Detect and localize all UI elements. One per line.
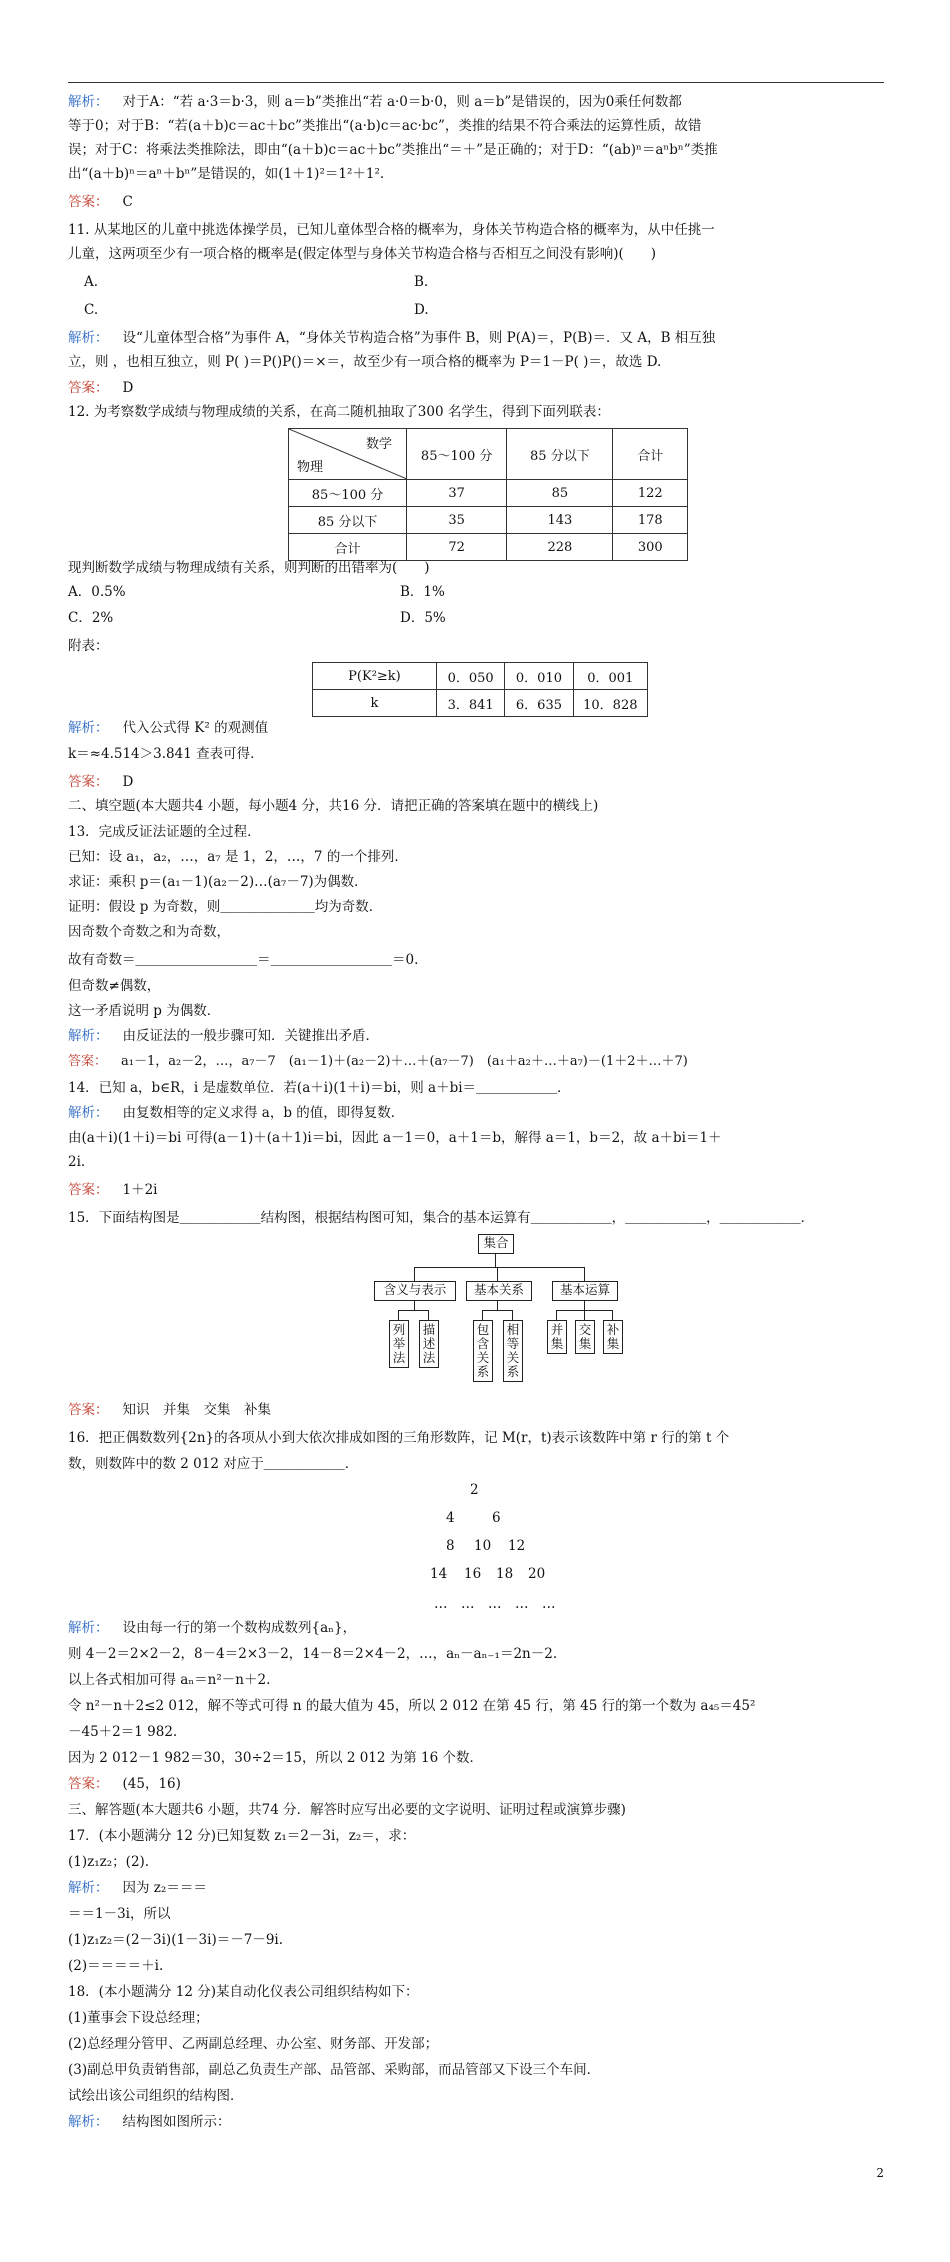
- section-3-title: 三、解答题(本大题共6 小题，共74 分．解答时应写出必要的文字说明、证明过程或演算步骤): [68, 1802, 626, 1818]
- answer-10: 答案： C: [68, 194, 133, 210]
- analysis-16-line5: －45＋2＝1 982.: [68, 1724, 178, 1740]
- analysis-11-line2: 立，则 ，也相互独立，则 P( )＝P()P()＝×＝，故至少有一项合格的概率为 P＝1－P( )＝，故选 D.: [68, 354, 662, 370]
- corner-bottom-label: 物理: [297, 460, 324, 475]
- diagram-node: 基本关系: [466, 1281, 532, 1301]
- triangle-number: 8: [446, 1538, 455, 1554]
- critical-value-table: [312, 662, 648, 717]
- table-row: 85～100 分 37 85 122: [289, 480, 688, 507]
- analysis-17-line3: (1)z₁z₂＝(2－3i)(1－3i)＝－7－9i.: [68, 1932, 284, 1948]
- option-12c: C．2%: [68, 610, 114, 626]
- triangle-number: 12: [508, 1538, 526, 1554]
- triangle-number: 2: [470, 1482, 479, 1498]
- triangle-number: 6: [492, 1510, 501, 1526]
- diagram-root: 集合: [478, 1234, 514, 1254]
- table-row: k 3．841 6．635 10．828: [313, 690, 648, 717]
- question-13-proof1: 证明：假设 p 为奇数，则＿＿＿＿＿＿＿均为奇数．: [68, 899, 383, 915]
- question-13: 13．完成反证法证题的全过程．: [68, 824, 261, 840]
- triangle-number: 10: [474, 1538, 492, 1554]
- option-12d: D．5%: [400, 610, 446, 626]
- analysis-14-line3: 2i.: [68, 1154, 86, 1170]
- answer-12: 答案： D: [68, 774, 134, 790]
- question-18-item3: (3)副总甲负责销售部，副总乙负责生产部、品管部、采购部，而品管部又下设三个车间．: [68, 2062, 601, 2078]
- table-header: 85～100 分: [407, 429, 507, 480]
- answer-13: 答案： a₁－1，a₂－2，…，a₇－7 (a₁－1)＋(a₂－2)＋…＋(a₇－7) (a₁＋a₂＋…＋a₇)－(1＋2＋…＋7): [68, 1054, 688, 1069]
- analysis-10-line4: 出“(a＋b)ⁿ＝aⁿ＋bⁿ”是错误的，如(1＋1)²＝1²＋1².: [68, 166, 385, 182]
- analysis-17-line2: ＝＝1－3i，所以: [68, 1906, 171, 1922]
- corner-top-label: 数学: [366, 437, 393, 452]
- question-12: 12. 为考察数学成绩与物理成绩的关系，在高二随机抽取了300 名学生，得到下面列联表：: [68, 404, 610, 420]
- analysis-18: 解析： 结构图如图所示：: [68, 2114, 231, 2130]
- question-11-line1: 11. 从某地区的儿童中挑选体操学员，已知儿童体型合格的概率为，身体关节构造合格的概率为，从中任挑一: [68, 222, 715, 238]
- table-row: 85 分以下 35 143 178: [289, 507, 688, 534]
- answer-16: 答案： (45，16): [68, 1776, 181, 1792]
- question-13-given: 已知：设 a₁，a₂，…，a₇ 是 1，2，…，7 的一个排列．: [68, 849, 408, 865]
- table-row: P(K²≥k) 0．050 0．010 0．001: [313, 663, 648, 690]
- diagram-leaf: 相等关系: [503, 1320, 523, 1382]
- analysis-17-line4: (2)＝＝＝＝＋i.: [68, 1958, 164, 1974]
- question-18-item2: (2)总经理分管甲、乙两副总经理、办公室、财务部、开发部；: [68, 2036, 439, 2052]
- diagram-node: 基本运算: [552, 1281, 618, 1301]
- question-13-proof3: 故有奇数＝＿＿＿＿＿＿＿＿＿＝＿＿＿＿＿＿＿＿＿＝0.: [68, 952, 419, 968]
- question-18-item1: (1)董事会下设总经理；: [68, 2010, 209, 2026]
- question-13-proof5: 这一矛盾说明 p 为偶数．: [68, 1003, 221, 1019]
- option-12b: B．1%: [400, 584, 445, 600]
- analysis-16-line4: 令 n²－n＋2≤2 012，解不等式可得 n 的最大值为 45，所以 2 012 在第 45 行，第 45 行的第一个数为 a₄₅＝45²: [68, 1698, 756, 1714]
- analysis-16-line3: 以上各式相加可得 aₙ＝n²－n＋2.: [68, 1672, 271, 1688]
- table-header: 85 分以下: [507, 429, 613, 480]
- diagram-leaf: 交集: [575, 1320, 595, 1354]
- analysis-16-line6: 因为 2 012－1 982＝30，30÷2＝15，所以 2 012 为第 16 个数．: [68, 1750, 484, 1766]
- analysis-10-line1: 解析： 对于A：“若 a·3＝b·3，则 a＝b”类推出“若 a·0＝b·0，则 a＝b”是错误的，因为0乘任何数都: [68, 94, 682, 110]
- analysis-14-line1: 解析： 由复数相等的定义求得 a，b 的值，即得复数．: [68, 1105, 405, 1121]
- diagram-leaf: 补集: [603, 1320, 623, 1354]
- question-18-item4: 试绘出该公司组织的结构图．: [68, 2088, 244, 2104]
- page-number: 2: [876, 2166, 884, 2180]
- analysis-16-line1: 解析： 设由每一行的第一个数构成数列{aₙ}，: [68, 1620, 357, 1636]
- question-18: 18．(本小题满分 12 分)某自动化仪表公司组织结构如下：: [68, 1984, 419, 2000]
- question-15: 15．下面结构图是＿＿＿＿＿＿结构图，根据结构图可知，集合的基本运算有＿＿＿＿＿＿，＿＿＿＿＿＿，＿＿＿＿＿＿．: [68, 1210, 815, 1226]
- table-header: 合计: [613, 429, 688, 480]
- question-17: 17．(本小题满分 12 分)已知复数 z₁＝2－3i，z₂＝，求：: [68, 1828, 416, 1844]
- option-12a: A．0.5%: [68, 584, 126, 600]
- question-13-proof2: 因奇数个奇数之和为奇数，: [68, 924, 230, 940]
- analysis-10-line2: 等于0；对于B：“若(a＋b)c＝ac＋bc”类推出“(a·b)c＝ac·bc”，类推的结果不符合乘法的运算性质，故错: [68, 118, 702, 134]
- triangle-number: 16: [464, 1566, 482, 1582]
- question-16-line2: 数，则数阵中的数 2 012 对应于＿＿＿＿＿＿．: [68, 1456, 359, 1472]
- section-2-title: 二、填空题(本大题共4 小题，每小题4 分，共16 分．请把正确的答案填在题中的横线上): [68, 798, 599, 814]
- question-13-prove: 求证：乘积 p＝(a₁－1)(a₂－2)…(a₇－7)为偶数．: [68, 874, 368, 890]
- header-rule: [68, 82, 884, 83]
- diagram-leaf: 包含关系: [473, 1320, 493, 1382]
- contingency-table: [288, 428, 688, 561]
- question-13-proof4: 但奇数≠偶数，: [68, 978, 161, 994]
- option-a: A.: [84, 274, 99, 290]
- analysis-10-line3: 误；对于C：将乘法类推除法，即由“(a＋b)c＝ac＋bc”类推出“＝＋”是正确的；对于D：“(ab)ⁿ＝aⁿbⁿ”类推: [68, 142, 718, 158]
- answer-11: 答案： D: [68, 380, 134, 396]
- table-row: 合计 72 228 300: [289, 534, 688, 561]
- option-b: B.: [414, 274, 429, 290]
- analysis-14-line2: 由(a＋i)(1＋i)＝bi 可得(a－1)＋(a＋1)i＝bi，因此 a－1＝0，a＋1＝b，解得 a＝1，b＝2，故 a＋bi＝1＋: [68, 1130, 722, 1146]
- question-11-line2: 儿童，这两项至少有一项合格的概率是(假定体型与身体关节构造合格与否相互之间没有影响)( ): [68, 246, 657, 262]
- analysis-16-line2: 则 4－2＝2×2－2，8－4＝2×3－2，14－8＝2×4－2，…，aₙ－aₙ₋₁＝2n－2.: [68, 1646, 558, 1662]
- triangle-number: 20: [528, 1566, 546, 1582]
- diagram-leaf: 列举法: [389, 1320, 409, 1368]
- option-c: C.: [84, 302, 99, 318]
- triangle-number: 4: [446, 1510, 455, 1526]
- analysis-17-line1: 解析： 因为 z₂＝＝＝: [68, 1880, 207, 1896]
- option-d: D.: [414, 302, 429, 318]
- question-17-parts: (1)z₁z₂；(2).: [68, 1854, 150, 1870]
- analysis-12-line1: 解析： 代入公式得 K² 的观测值: [68, 720, 269, 736]
- question-14: 14．已知 a，b∈R，i 是虚数单位．若(a＋i)(1＋i)＝bi，则 a＋bi＝＿＿＿＿＿＿．: [68, 1080, 571, 1096]
- diagram-leaf: 并集: [547, 1320, 567, 1354]
- question-12-prompt: 现判断数学成绩与物理成绩有关系，则判断的出错率为( ): [68, 560, 430, 576]
- question-16-line1: 16．把正偶数数列{2n}的各项从小到大依次排成如图的三角形数阵，记 M(r，t)表示该数阵中第 r 行的第 t 个: [68, 1430, 730, 1446]
- diagram-node: 含义与表示: [374, 1281, 456, 1301]
- diagram-leaf: 描述法: [419, 1320, 439, 1368]
- answer-15: 答案： 知识 并集 交集 补集: [68, 1402, 271, 1418]
- analysis-11-line1: 解析： 设“儿童体型合格”为事件 A，“身体关节构造合格”为事件 B，则 P(A)＝，P(B)＝．又 A，B 相互独: [68, 330, 716, 346]
- analysis-13: 解析： 由反证法的一般步骤可知．关键推出矛盾．: [68, 1028, 379, 1044]
- appendix-label: 附表：: [68, 638, 109, 654]
- triangle-number: 14: [430, 1566, 448, 1582]
- triangle-number: 18: [496, 1566, 514, 1582]
- triangle-ellipsis: … … … … …: [434, 1596, 556, 1612]
- jiexi-label: 解析：: [68, 94, 109, 110]
- answer-14: 答案： 1＋2i: [68, 1182, 158, 1198]
- table-corner-cell: [289, 429, 407, 480]
- analysis-12-line2: k＝≈4.514＞3.841 查表可得．: [68, 746, 264, 762]
